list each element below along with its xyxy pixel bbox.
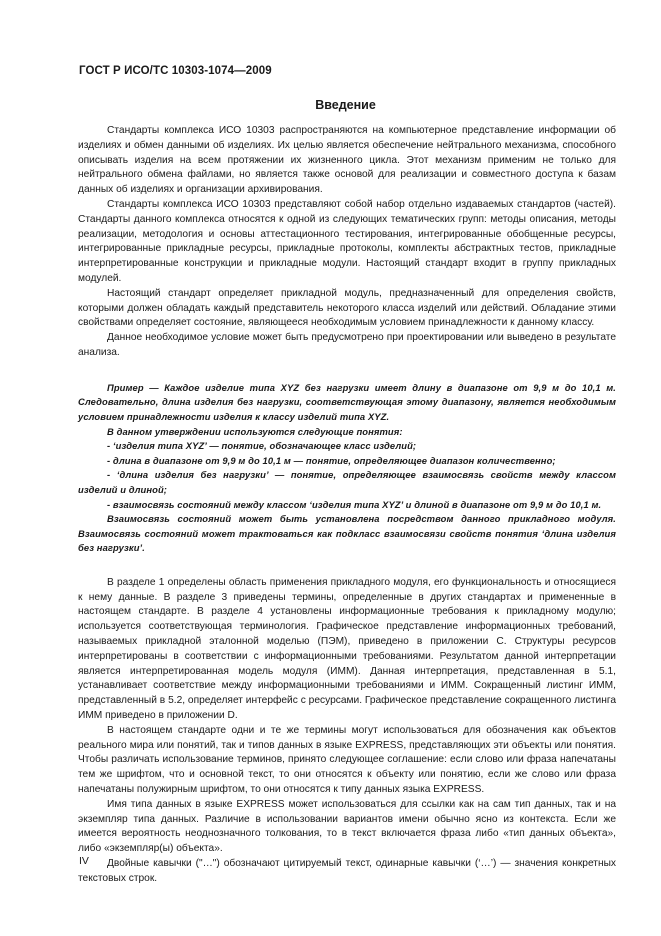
page-number: IV xyxy=(79,855,89,867)
main-paragraph-4: Двойные кавычки ("…") обозначают цитируемый текст, одинарные кавычки (‘…’) — значения конкретных текстовых строк. xyxy=(78,858,616,884)
main-paragraph-3: Имя типа данных в языке EXPRESS может использоваться для ссылки как на сам тип данных, так и на экземпляр типа данных. Различие в использовании вариантов имени обычно ясно из контекста. Если же имеется вероятность неоднозначного толкования, то в текст включается фраза либо «тип данных объекта», либо «экземпляр(ы) объекта». xyxy=(78,798,616,855)
document-header: ГОСТ Р ИСО/ТС 10303-1074—2009 xyxy=(79,65,272,77)
main-paragraph-2: В настоящем стандарте одни и те же термины могут использоваться для обозначения как объектов реального мира или понятий, так и типов данных в языке EXPRESS, представляющих эти объекты или понятия. Чтобы различать использование терминов, принято следующее соглашение: если слово или фраза напечатаны тем же шрифтом, что и основной текст, то они относятся к объекту или понятию, если же слово или фраза напечатаны полужирным шрифтом, то они относятся к типу данных языка EXPRESS. xyxy=(78,724,616,796)
main-paragraph-1: В разделе 1 определены область применения прикладного модуля, его функциональность и относящиеся к нему данные. В разделе 3 приведены термины, определенные в других стандартах и примененные в настоящем стандарте. В разделе 4 установлены информационные требования к прикладному модулю; используется соответствующая терминология. Графическое представление информационных требований, называемых прикладной эталонной моделью (ПЭМ), приведено в приложении С. Структуры ресурсов интерпретированы в соответствии с информационными требованиями. Результатом данной интерпретации является интерпретированная модель модуля (ИММ). Данная интерпретация, представленная в 5.1, устанавливает соответствие между информационными требованиями и ИММ. Сокращенный листинг ИММ, представленный в 5.2, определяет интерфейс с ресурсами. Графическое представление сокращенного листинга ИММ приведено в приложении D. xyxy=(78,576,616,722)
example-item-4: - взаимосвязь состояний между классом ‘изделия типа XYZ’ и длиной в диапазоне от 9,9 м до 10,1 м. xyxy=(107,498,602,510)
example-closing: Взаимосвязь состояний может быть установлена посредством данного прикладного модуля. Взаимосвязь состояний может трактоваться как подкласс взаимосвязи свойств понятия ‘длина изделия без нагрузки’. xyxy=(78,513,616,554)
intro-paragraph-4: Данное необходимое условие может быть предусмотрено при проектировании или выведено в результате анализа. xyxy=(78,332,616,358)
example-item-1: - ‘изделия типа XYZ’ — понятие, обозначающее класс изделий; xyxy=(107,440,417,452)
example-item-3: - ‘длина изделия без нагрузки’ — понятие, определяющее взаимосвязь свойств между классом изделий и длиной; xyxy=(78,469,616,495)
example-item-2: - длина в диапазоне от 9,9 м до 10,1 м — понятие, определяющее диапазон количественно; xyxy=(107,454,556,466)
document-body xyxy=(78,124,616,887)
section-title: Введение xyxy=(315,98,376,112)
example-lead: Пример — Каждое изделие типа XYZ без нагрузки имеет длину в диапазоне от 9,9 м до 10,1 м. Следовательно, длина изделия без нагрузки, соответствующая этому диапазону, является необходимым условием принадлежности изделия к классу изделий типа XYZ. xyxy=(78,381,616,422)
example-concepts-intro: В данном утверждении используются следующие понятия: xyxy=(107,425,403,437)
example-block xyxy=(78,381,616,556)
intro-paragraph-3: Настоящий стандарт определяет прикладной модуль, предназначенный для определения свойств, которыми должен обладать каждый представитель некоторого класса изделий или действий. Обладание этими свойствами определяет состояние, являющееся необходимым условием принадлежности к данному классу. xyxy=(78,287,616,329)
intro-paragraph-2: Стандарты комплекса ИСО 10303 представляют собой набор отдельно издаваемых стандартов (частей). Стандарты данного комплекса относятся к одной из следующих тематических групп: методы описания, методы реализации, методология и основы аттестационного тестирования, интегрированные обобщенные ресурсы, интегрированные прикладные ресурсы, прикладные протоколы, комплекты абстрактных тестов, прикладные интерпретированные конструкции и прикладные модули. Настоящий стандарт входит в группу прикладных модулей. xyxy=(78,198,616,284)
intro-paragraph-1: Стандарты комплекса ИСО 10303 распространяются на компьютерное представление информации об изделиях и обмен данными об изделиях. Их целью является обеспечение нейтрального механизма, способного описывать изделия на всем протяжении их жизненного цикла. Этот механизм применим не только для нейтрального обмена файлами, но является также основой для реализации и совместного доступа к базам данных об изделиях и организации архивирования. xyxy=(78,125,616,196)
